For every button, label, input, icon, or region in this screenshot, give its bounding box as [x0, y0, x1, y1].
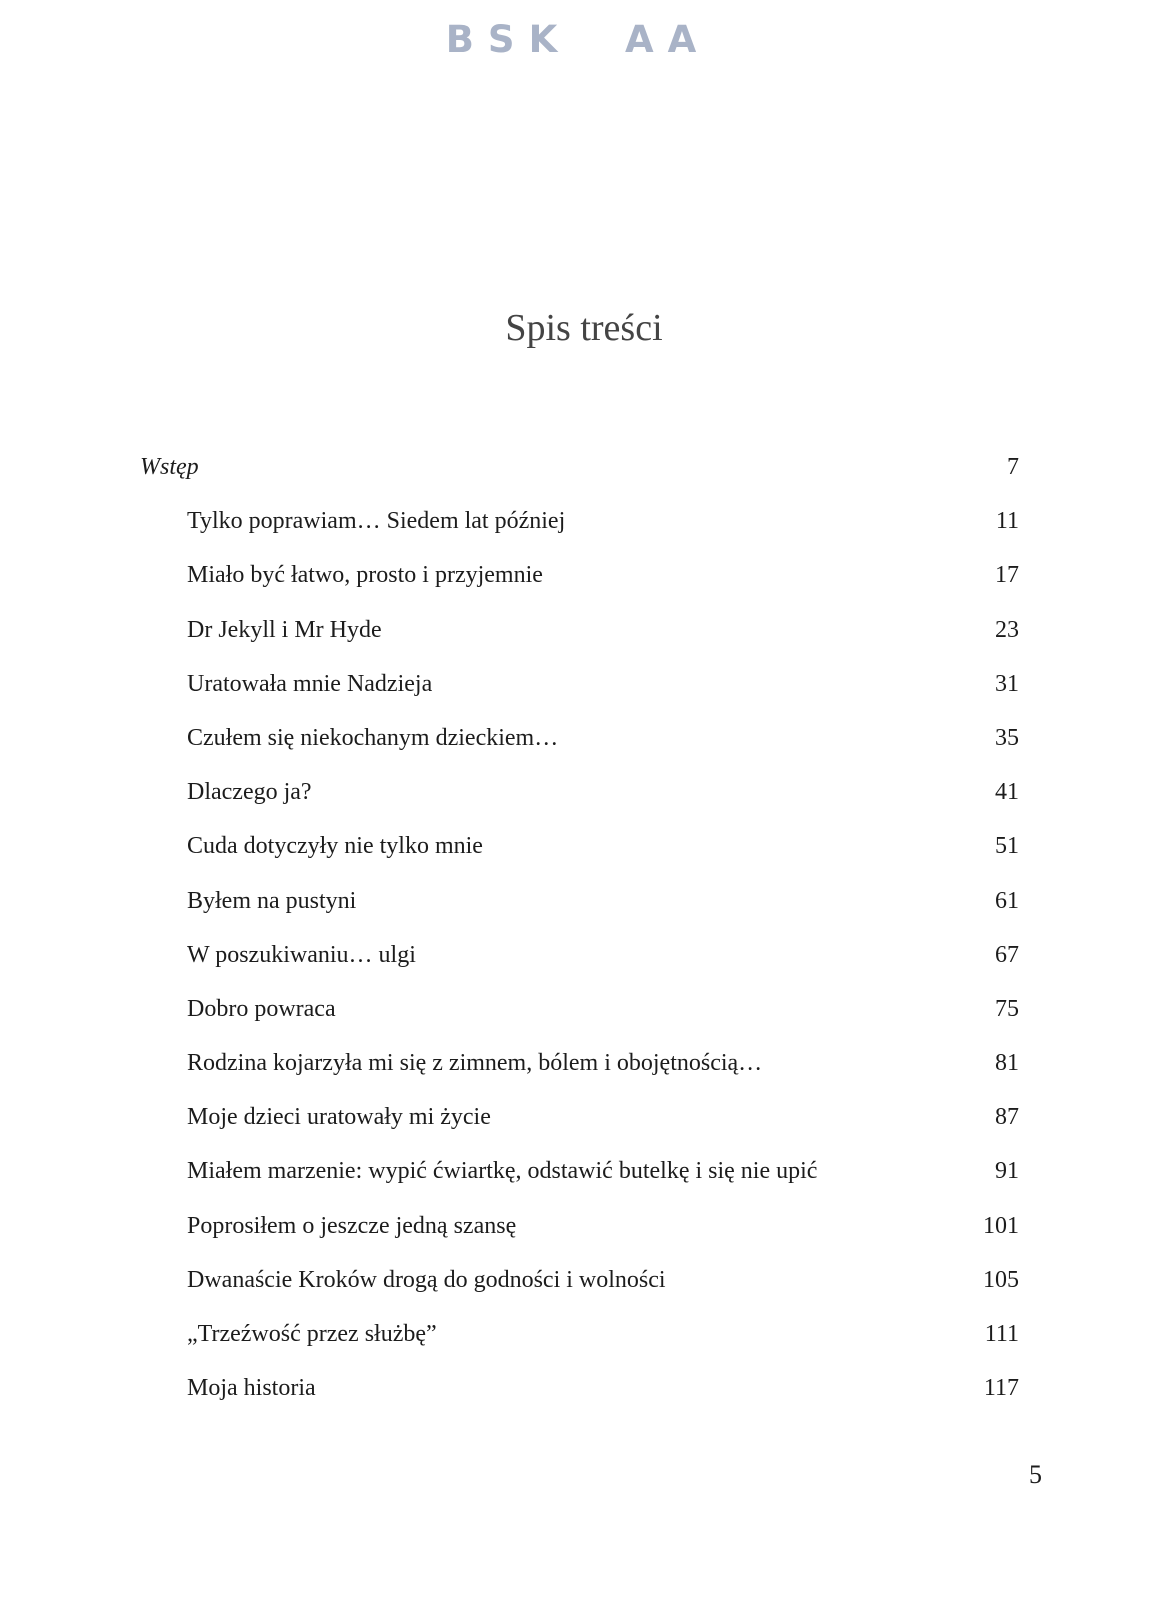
toc-entry-label: Moje dzieci uratowały mi życie: [187, 1104, 491, 1131]
page-number: 5: [1029, 1460, 1042, 1489]
toc-entry-label: Dlaczego ja?: [187, 779, 312, 806]
toc-entry-page: 81: [995, 1050, 1019, 1077]
toc-entry: [0, 1104, 1156, 1158]
toc-entry-label: „Trzeźwość przez służbę”: [187, 1321, 437, 1347]
toc-entry-page: 11: [995, 508, 1019, 535]
toc-entry-label: Dwanaście Kroków drogą do godności i wolności: [187, 1266, 666, 1293]
toc-entry: [0, 942, 1156, 996]
watermark: BSK AA: [445, 18, 711, 61]
toc-entry-label: Miałem marzenie: wypić ćwiartkę, odstawić butelkę i się nie upić: [187, 1158, 818, 1185]
toc-entry-page: 67: [995, 941, 1019, 968]
toc-entry: [0, 1158, 1156, 1212]
toc-entry-label: Moja historia: [187, 1375, 316, 1402]
toc-entry-page: 91: [995, 1158, 1019, 1185]
toc-entry-intro: [0, 454, 1156, 508]
toc-entry-label: Dr Jekyll i Mr Hyde: [187, 616, 382, 643]
toc-entry-page: 117: [983, 1375, 1019, 1402]
toc-entry-label: Uratowała mnie Nadzieja: [187, 670, 433, 697]
toc-entry-label: W poszukiwaniu… ulgi: [187, 941, 416, 968]
toc-entry: [0, 725, 1156, 779]
toc-entry-label: Czułem się niekochanym dzieckiem…: [187, 724, 559, 751]
toc-entry: [0, 617, 1156, 671]
toc-entry: [0, 1321, 1156, 1375]
toc-entry-label: Poprosiłem o jeszcze jedną szansę: [187, 1212, 517, 1239]
toc-entry-page: 35: [995, 724, 1019, 751]
toc-entry-label: Dobro powraca: [187, 995, 336, 1022]
toc-entry: [0, 1050, 1156, 1104]
toc-entry: [0, 1375, 1156, 1429]
toc-entry: [0, 1213, 1156, 1267]
toc-entry: [0, 671, 1156, 725]
toc-entry-page: 61: [995, 887, 1019, 914]
toc-entry: [0, 888, 1156, 942]
toc-entry: [0, 996, 1156, 1050]
toc-entry-page: 87: [995, 1104, 1019, 1131]
toc-entry: [0, 508, 1156, 562]
toc-entry-label: Miało być łatwo, prosto i przyjemnie: [187, 562, 543, 589]
toc-entry-page: 101: [983, 1212, 1019, 1239]
toc-entry-label: Tylko poprawiam… Siedem lat później: [187, 508, 566, 535]
toc-entry-page: 7: [1007, 454, 1019, 480]
toc-entry-page: 23: [995, 616, 1019, 643]
toc-entry-page: 17: [995, 562, 1019, 589]
toc-entry-page: 75: [995, 995, 1019, 1022]
toc-entry: [0, 833, 1156, 887]
toc-entry-page: 41: [995, 779, 1019, 806]
toc-entry-label: Wstęp: [140, 454, 199, 480]
toc-entry: [0, 1267, 1156, 1321]
toc-entry-page: 51: [995, 833, 1019, 860]
toc-entry-label: Cuda dotyczyły nie tylko mnie: [187, 833, 483, 860]
toc-entry-label: Byłem na pustyni: [187, 887, 357, 914]
page-title: Spis treści: [505, 307, 663, 349]
toc-entry: [0, 562, 1156, 616]
table-of-contents: [0, 454, 1156, 1429]
toc-entry-page: 111: [984, 1321, 1019, 1347]
toc-entry-page: 105: [983, 1266, 1019, 1293]
toc-entry: [0, 779, 1156, 833]
toc-entry-label: Rodzina kojarzyła mi się z zimnem, bólem i obojętnością…: [187, 1050, 763, 1077]
toc-entry-page: 31: [995, 670, 1019, 697]
